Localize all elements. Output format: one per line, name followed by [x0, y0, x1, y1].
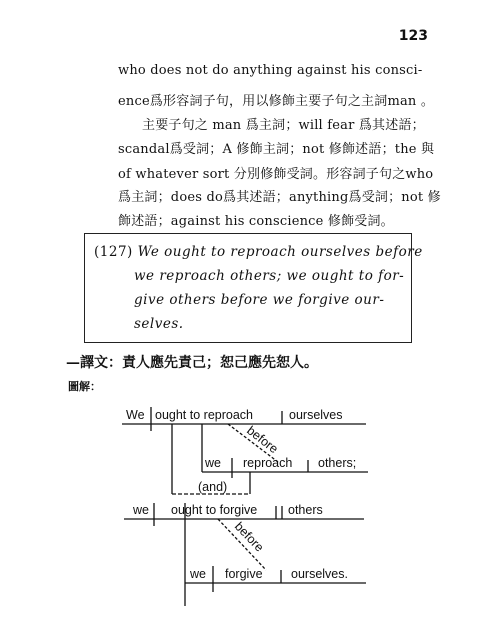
- diagram-clause1-object: others;: [318, 456, 357, 470]
- diagram-clause2-subject: we: [190, 567, 206, 581]
- diagram-conjunction: (and): [198, 480, 228, 494]
- diagram-clause1-verb: reproach: [243, 456, 293, 470]
- diagram-clause2-object: ourselves.: [291, 567, 348, 581]
- diagram-bottom-object: others: [288, 503, 323, 517]
- diagram-bottom-subject: we: [133, 503, 149, 517]
- paragraph-line-1: who does not do anything against his consci-: [118, 63, 423, 78]
- example-line-2: we reproach others; we ought to for-: [134, 268, 405, 284]
- diagram-top-object: ourselves: [289, 408, 343, 422]
- diagram-label: 圖解：: [68, 380, 101, 393]
- example-line-4: selves.: [134, 316, 184, 332]
- page-number: 123: [398, 28, 428, 44]
- paragraph-line-7: 飾述語；against his conscience 修飾受詞。: [118, 214, 394, 229]
- translation-heading: —譯文：責人應先責己；恕己應先恕人。: [66, 355, 318, 371]
- example-line-3: give others before we forgive our-: [134, 292, 385, 308]
- diagram-before-1: before: [244, 423, 281, 457]
- example-number: (127): [94, 244, 133, 260]
- example-text-1: We ought to reproach ourselves before: [137, 244, 423, 260]
- paragraph-line-2: ence爲形容詞子句，用以修飾主要子句之主詞man 。: [118, 94, 435, 109]
- diagram-before-2: before: [231, 519, 267, 555]
- diagram-top-subject: We: [126, 408, 145, 422]
- diagram-top-verb: ought to reproach: [155, 408, 253, 422]
- diagram-bottom-verb: ought to forgive: [171, 503, 258, 517]
- diagram-clause1-subject: we: [205, 456, 221, 470]
- paragraph-line-5: of whatever sort 分別修飾受詞。形容詞子句之who: [118, 167, 434, 182]
- paragraph-line-4: scandal爲受詞；A 修飾主詞；not 修飾述語；the 與: [118, 142, 435, 157]
- paragraph-line-3: 主要子句之 man 爲主詞；will fear 爲其述語；: [142, 118, 425, 133]
- diagram-clause2-verb: forgive: [225, 567, 263, 581]
- paragraph-line-6: 爲主詞；does do爲其述語；anything爲受詞；not 修: [118, 190, 441, 205]
